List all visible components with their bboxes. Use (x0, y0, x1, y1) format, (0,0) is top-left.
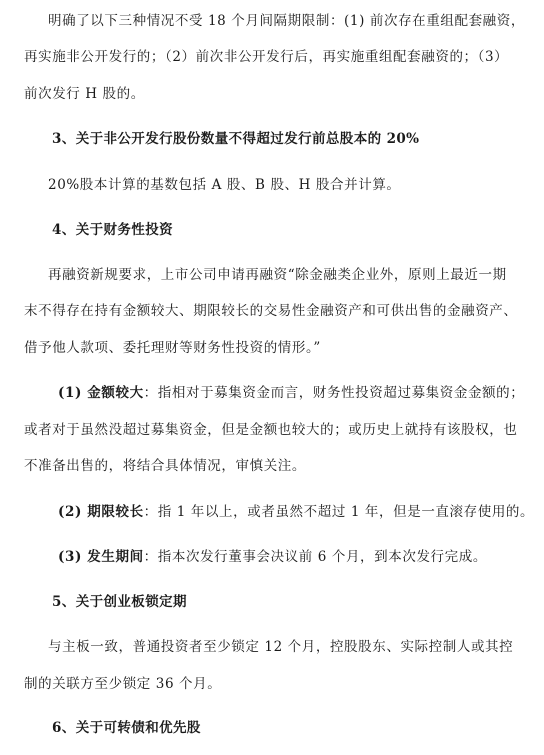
item-1-line-2: 或者对于虽然没超过募集资金，但是金额也较大的；或历史上就持有该股权，也 (24, 422, 518, 438)
item-1-line-1 (58, 384, 524, 402)
item-2-label: (2) 期限较长 (58, 504, 144, 520)
item-3-text: ：指本次发行董事会决议前 6 个月，到本次发行完成。 (143, 549, 487, 565)
item-2-line (58, 503, 534, 521)
item-1-line-3: 不准备出售的，将结合具体情况，审慎关注。 (24, 458, 306, 474)
section-4-intro-line-2: 末不得存在持有金额较大、期限较长的交易性金融资产和可供出售的金融资产、 (24, 303, 518, 319)
section-5-heading: 5、关于创业板锁定期 (52, 594, 187, 610)
section-5-line-1: 与主板一致，普通投资者至少锁定 12 个月，控股股东、实际控制人或其控 (48, 639, 514, 655)
exemptions-line-1: 明确了以下三种情况不受 18 个月间隔期限制：(1) 前次存在重组配套融资， (48, 13, 525, 29)
item-2-text: ：指 1 年以上，或者虽然不超过 1 年，但是一直滚存使用的。 (143, 504, 535, 520)
section-6-heading: 6、关于可转债和优先股 (52, 720, 201, 736)
exemptions-line-3: 前次发行 H 股的。 (24, 86, 145, 102)
section-4-intro-line-1: 再融资新规要求，上市公司申请再融资“除金融类企业外，原则上最近一期 (48, 267, 507, 283)
item-1-label: (1) 金额较大 (58, 385, 144, 401)
section-4-intro-line-3: 借予他人款项、委托理财等财务性投资的情形。” (24, 340, 321, 356)
exemptions-line-2: 再实施非公开发行的；（2）前次非公开发行后，再实施重组配套融资的；（3） (24, 49, 509, 65)
section-3-heading: 3、关于非公开发行股份数量不得超过发行前总股本的 20% (52, 131, 420, 147)
section-4-heading: 4、关于财务性投资 (52, 222, 173, 238)
section-3-body: 20%股本计算的基数包括 A 股、B 股、H 股合并计算。 (48, 177, 401, 193)
item-3-line (58, 548, 487, 566)
item-1-text: ：指相对于募集资金而言，财务性投资超过募集资金金额的； (143, 385, 525, 401)
item-3-label: (3) 发生期间 (58, 549, 144, 565)
section-5-line-2: 制的关联方至少锁定 36 个月。 (24, 676, 222, 692)
